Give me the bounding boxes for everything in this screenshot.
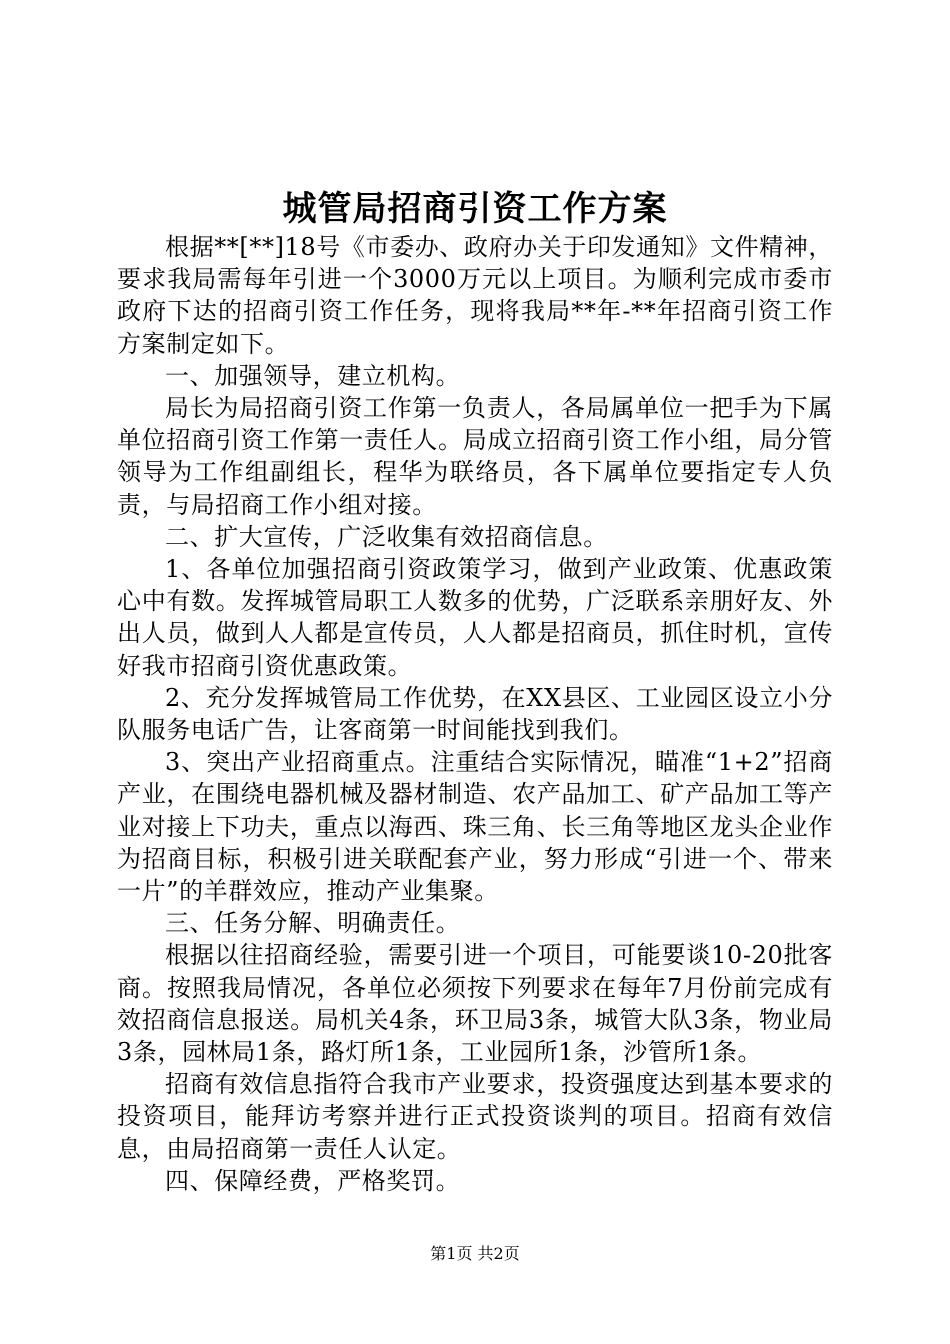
- section-heading-1: 一、加强领导，建立机构。: [165, 361, 461, 390]
- paragraph-valid-info: 招商有效信息指符合我市产业要求，投资强度达到基本要求的投资项目，能拜访考察并进行正式投资谈判的项目。招商有效信息，由局招商第一责任人认定。: [117, 1070, 833, 1163]
- paragraph-intro: 根据**[**]18号《市委办、政府办关于印发通知》文件精神，要求我局需每年引进一个3000万元以上项目。为顺利完成市委市政府下达的招商引资工作任务，现将我局**年-**年招商引资工作方案制定如下。: [117, 233, 833, 358]
- paragraph-item-2: 2、充分发挥城管局工作优势，在XX县区、工业园区设立小分队服务电话广告，让客商第一时间能找到我们。: [117, 683, 833, 745]
- paragraph-leadership: 局长为局招商引资工作第一负责人，各局属单位一把手为下属单位招商引资工作第一责任人。局成立招商引资工作小组，局分管领导为工作组副组长，程华为联络员，各下属单位要指定专人负责，与局招商工作小组对接。: [117, 394, 833, 519]
- paragraph-item-1: 1、各单位加强招商引资政策学习，做到产业政策、优惠政策心中有数。发挥城管局职工人数多的优势，广泛联系亲朋好友、外出人员，做到人人都是宣传员，人人都是招商员，抓住时机，宣传好我市招商引资优惠政策。: [117, 555, 833, 680]
- paragraph-item-3: 3、突出产业招商重点。注重结合实际情况，瞄准“1+2”招商产业，在围绕电器机械及器材制造、农产品加工、矿产品加工等产业对接上下功夫，重点以海西、珠三角、长三角等地区龙头企业作为招商目标，积极引进关联配套产业，努力形成“引进一个、带来一片”的羊群效应，推动产业集聚。: [117, 748, 833, 906]
- paragraph-tasks: 根据以往招商经验，需要引进一个项目，可能要谈10-20批客商。按照我局情况，各单位必须按下列要求在每年7月份前完成有效招商信息报送。局机关4条，环卫局3条，城管大队3条，物业局3条，园林局1条，路灯所1条，工业园所1条，沙管所1条。: [117, 941, 833, 1067]
- section-heading-2: 二、扩大宣传，广泛收集有效招商信息。: [165, 522, 608, 551]
- page-footer: 第1页 共2页: [430, 1244, 520, 1263]
- document-title: 城管局招商引资工作方案: [282, 189, 668, 229]
- section-heading-4: 四、保障经费，严格奖罚。: [165, 1166, 461, 1195]
- section-heading-3: 三、任务分解、明确责任。: [165, 909, 461, 938]
- document-body: [117, 231, 833, 1197]
